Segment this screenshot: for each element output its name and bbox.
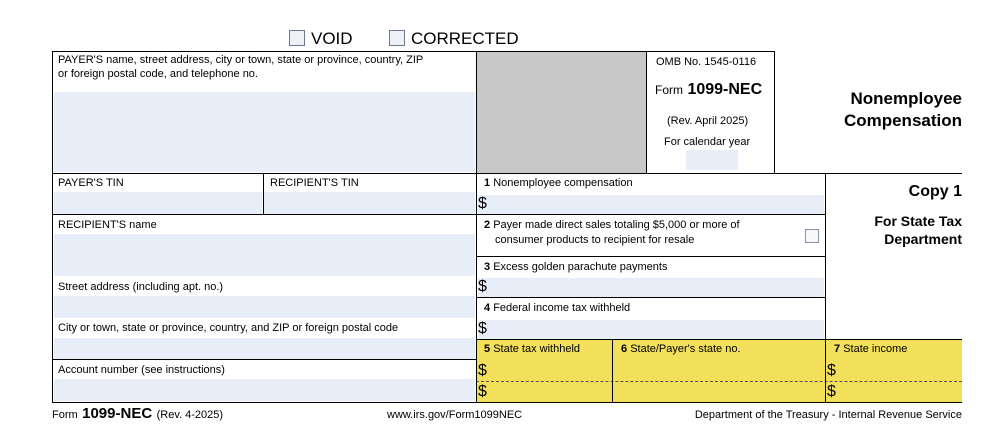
street-label: Street address (including apt. no.)	[58, 281, 224, 293]
box1-field[interactable]	[478, 195, 824, 214]
copy-for-line2: Department	[884, 231, 962, 247]
col-line-774	[774, 51, 775, 173]
recipient-name-field[interactable]	[54, 234, 475, 276]
box3-label: 3 Excess golden parachute payments	[484, 261, 668, 273]
box3-field[interactable]	[478, 278, 824, 297]
box1-label: 1 Nonemployee compensation	[484, 177, 633, 189]
footer-form-name: 1099-NEC	[82, 405, 153, 422]
gray-block	[476, 52, 646, 173]
omb-rev: (Rev. April 2025)	[667, 115, 749, 127]
title-line2: Compensation	[843, 111, 962, 130]
dashed-line-381	[476, 381, 962, 382]
box4-label: 4 Federal income tax withheld	[484, 302, 631, 314]
box6-field-1[interactable]	[614, 362, 824, 380]
box2-label-line1: 2 Payer made direct sales totaling $5,000 or more of	[484, 219, 740, 231]
col-line-646	[646, 51, 647, 173]
void-checkbox[interactable]	[289, 30, 305, 46]
account-field[interactable]	[54, 379, 475, 401]
footer-dept: Department of the Treasury - Internal Revenue Service	[694, 409, 962, 421]
col-line-612	[612, 339, 613, 403]
corrected-label: CORRECTED	[411, 29, 519, 48]
payer-tin-label: PAYER'S TIN	[58, 177, 124, 189]
box7-dollar-1: $	[827, 362, 836, 379]
void-label: VOID	[311, 29, 353, 48]
payer-name-field[interactable]	[54, 92, 475, 172]
box5-dollar-2: $	[478, 383, 487, 400]
col-line-825	[825, 173, 826, 403]
col-line-263	[263, 173, 264, 215]
row-line-256	[476, 256, 825, 257]
calendar-year-field[interactable]	[686, 150, 738, 170]
copy-for-line1: For State Tax	[874, 213, 962, 229]
box7-label: 7 State income	[834, 343, 908, 355]
box5-dollar-1: $	[478, 362, 487, 379]
row-line-214	[52, 214, 825, 215]
box7-field-2[interactable]	[840, 383, 960, 401]
box2-label-line2: consumer products to recipient for resale	[495, 234, 695, 246]
omb-number: OMB No. 1545-0116	[656, 56, 757, 68]
payer-label-line2: or foreign postal code, and telephone no.	[58, 68, 258, 80]
copy-for	[830, 212, 962, 248]
box5-label: 5 State tax withheld	[484, 343, 581, 355]
box2-checkbox[interactable]	[805, 229, 819, 243]
recipient-name-label: RECIPIENT'S name	[58, 219, 157, 231]
recipient-tin-label: RECIPIENT'S TIN	[270, 177, 359, 189]
box6-label: 6 State/Payer's state no.	[621, 343, 741, 355]
box1-dollar: $	[478, 195, 487, 212]
box4-dollar: $	[478, 320, 487, 337]
row-line-297	[476, 297, 825, 298]
omb-form-prefix: Form	[655, 83, 683, 97]
footer-form-id	[52, 405, 223, 423]
col-line-476	[476, 51, 477, 403]
box5-field-1[interactable]	[490, 362, 610, 380]
footer-rev: (Rev. 4-2025)	[156, 409, 224, 421]
box5-field-2[interactable]	[490, 383, 610, 401]
corrected-checkbox[interactable]	[389, 30, 405, 46]
row-line-339	[476, 339, 962, 340]
title-line1: Nonemployee	[850, 89, 962, 108]
omb-form-title	[655, 81, 762, 99]
city-label: City or town, state or province, country, and ZIP or foreign postal code	[58, 322, 399, 334]
payer-label-line1: PAYER'S name, street address, city or town, state or province, country, ZIP	[58, 54, 424, 66]
row-line-359	[52, 359, 476, 360]
recipient-tin-field[interactable]	[264, 192, 475, 214]
account-label: Account number (see instructions)	[58, 364, 225, 376]
street-field[interactable]	[54, 296, 475, 318]
city-field[interactable]	[54, 338, 475, 360]
footer-form-prefix: Form	[52, 409, 78, 421]
box3-dollar: $	[478, 278, 487, 295]
payer-tin-field[interactable]	[54, 192, 262, 214]
omb-form-name: 1099-NEC	[687, 81, 763, 98]
box7-field-1[interactable]	[840, 362, 960, 380]
calendar-year-label: For calendar year	[664, 136, 751, 148]
form-top-border	[52, 51, 774, 52]
form-left-border	[52, 51, 53, 403]
copy-label: Copy 1	[908, 183, 962, 200]
form-title	[780, 88, 962, 132]
footer-url: www.irs.gov/Form1099NEC	[387, 409, 523, 421]
box4-field[interactable]	[478, 320, 824, 339]
box6-field-2[interactable]	[614, 383, 824, 401]
box7-dollar-2: $	[827, 383, 836, 400]
